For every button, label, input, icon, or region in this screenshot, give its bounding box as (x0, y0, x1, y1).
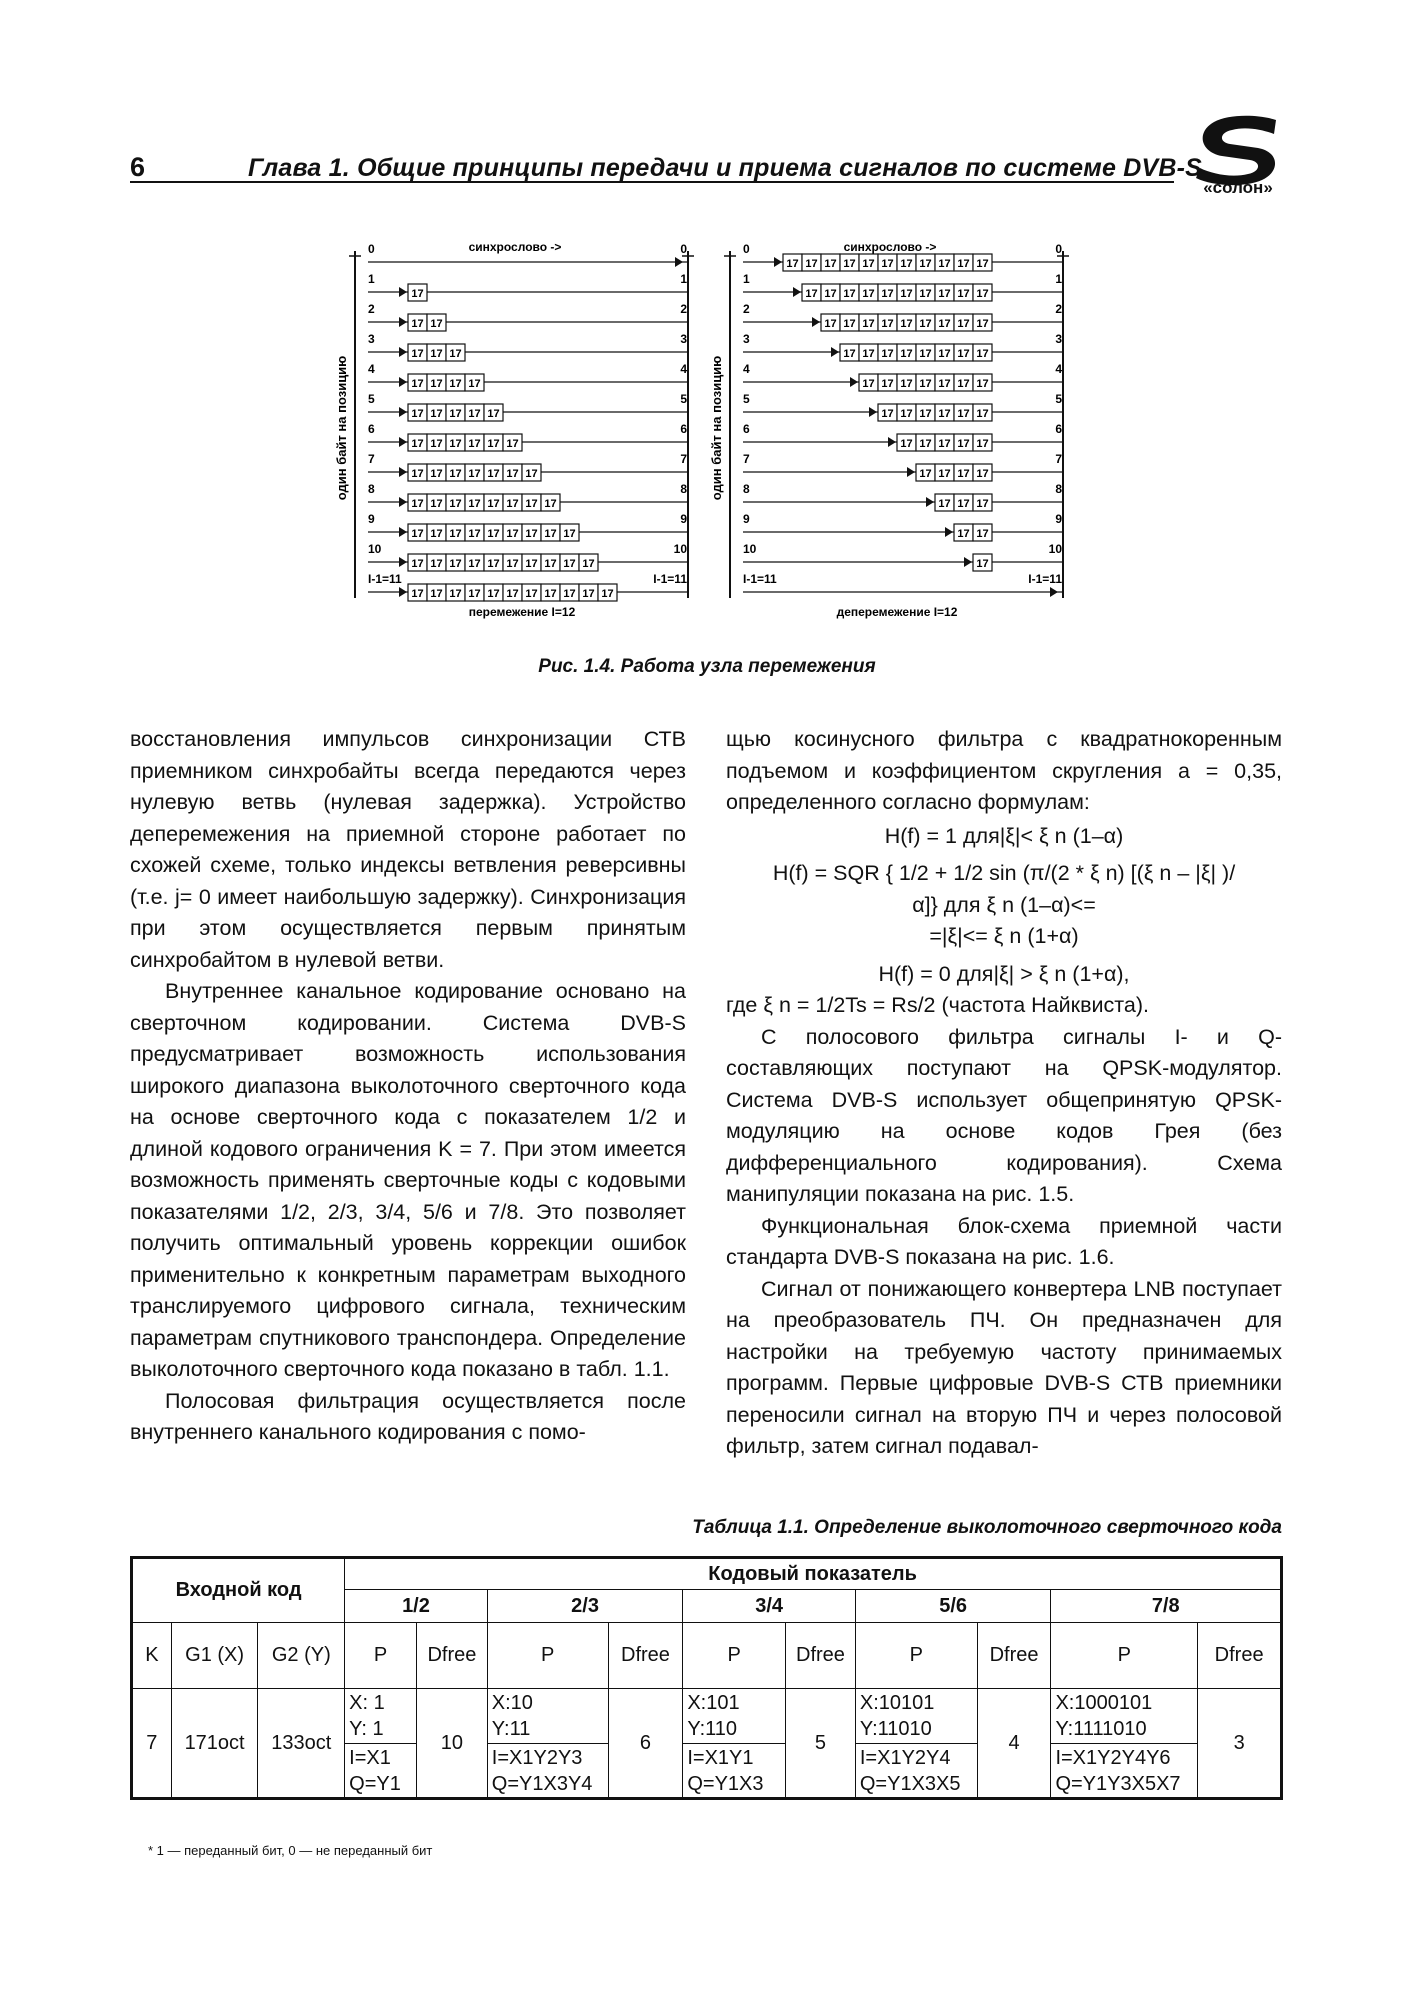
cell-value: 17 (449, 498, 462, 510)
cell-value: 17 (976, 348, 989, 360)
rate-header: 2/3 (487, 1590, 683, 1623)
dfree-value: 6 (608, 1689, 683, 1799)
branch-arrow (926, 497, 934, 507)
branch-label: 9 (680, 512, 687, 526)
cell-value: 17 (957, 438, 970, 450)
transmitted-sequence (683, 1744, 786, 1799)
cell-value: 17 (411, 498, 424, 510)
dfree-value: 5 (786, 1689, 856, 1799)
cell-value: 17 (411, 588, 424, 600)
cell-value: 17 (544, 558, 557, 570)
column-header: P (1051, 1623, 1198, 1689)
puncture-pattern (487, 1689, 608, 1744)
input-code-header: Входной код (132, 1558, 345, 1623)
cell-value: 17 (976, 408, 989, 420)
cell-value: 17 (843, 288, 856, 300)
cell-value: 17 (430, 558, 443, 570)
pattern-y: Y:1111010 (1055, 1718, 1147, 1740)
cell-value: 17 (976, 528, 989, 540)
column-header: P (855, 1623, 977, 1689)
branch-arrow (774, 257, 782, 267)
formula: α]} для ξ n (1–α)<= (912, 892, 1096, 917)
cell-value: 17 (957, 348, 970, 360)
seq-q: Q=Y1X3Y4 (491, 1772, 593, 1795)
cell-value: 17 (525, 468, 538, 480)
sync-label: синхрослово -> (843, 240, 937, 254)
paragraph: Полосовая фильтрация осуществляется после внутреннего канального кодирования с помо- (130, 1388, 686, 1444)
branch-label: 5 (368, 392, 375, 406)
cell-value: 17 (430, 528, 443, 540)
cell-value: 17 (487, 588, 500, 600)
cell-value: 17 (919, 258, 932, 270)
cell-value: 17 (411, 528, 424, 540)
branch-label: 6 (680, 422, 687, 436)
branch-arrow (675, 257, 683, 267)
branch-label: 2 (368, 302, 375, 316)
left-text-column (130, 724, 686, 1449)
cell-value: 17 (957, 258, 970, 270)
cell-value: 17 (976, 498, 989, 510)
cell-value: 17 (881, 318, 894, 330)
cell-value: 17 (900, 438, 913, 450)
cell-value: 17 (487, 498, 500, 510)
cell-value: 17 (824, 258, 837, 270)
branch-label: 7 (743, 452, 750, 466)
branch-arrow (888, 437, 896, 447)
deinterleaving-panel (709, 240, 1069, 619)
cell-value: 17 (957, 498, 970, 510)
branch-label: 7 (1055, 452, 1062, 466)
cell-value: 17 (468, 528, 481, 540)
seq-q: Q=Y1X3X5 (859, 1772, 961, 1795)
cell-value: 17 (411, 288, 424, 300)
pattern-x: X:10101 (859, 1692, 935, 1714)
pattern-y: Y:11 (491, 1718, 531, 1740)
cell-value: 17 (430, 498, 443, 510)
formula: =|ξ|<= ξ n (1+α) (929, 924, 1079, 948)
cell-value: 17 (430, 468, 443, 480)
pattern-y: Y:110 (687, 1718, 738, 1740)
cell-value: 17 (506, 558, 519, 570)
branch-label: 0 (680, 242, 687, 256)
pattern-x: X:10 (491, 1692, 533, 1714)
cell-value: 17 (563, 588, 576, 600)
cell-value: 17 (843, 318, 856, 330)
cell-value: 17 (468, 408, 481, 420)
cell-value: 17 (544, 588, 557, 600)
cell-value: 17 (900, 258, 913, 270)
cell-value: 17 (430, 588, 443, 600)
seq-q: Q=Y1 (349, 1772, 401, 1795)
cell-value: 17 (862, 258, 875, 270)
cell-value: 17 (881, 348, 894, 360)
cell-value: 17 (411, 438, 424, 450)
g2-value: 133oct (258, 1689, 345, 1799)
pattern-y: Y:11010 (859, 1718, 932, 1740)
cell-value: 17 (506, 438, 519, 450)
branch-label: 10 (368, 542, 382, 556)
paragraph: восстановления импульсов синхронизации СТВ приемником синхробайты всегда передаются через нулевую ветвь (нулевая задержка). Устройство деперемежения на приемной стороне работает по схожей схеме, только индексы ветвления реверсивны (т.е. j= 0 имеет наибольшую задержку). Синхронизация при этом осуществляется первым принятым синхробайтом в нулевой ветви. (130, 727, 686, 972)
cell-value: 17 (430, 438, 443, 450)
branch-label: 7 (680, 452, 687, 466)
cell-value: 17 (506, 588, 519, 600)
branch-label: 0 (1055, 242, 1062, 256)
branch-label: 4 (1055, 362, 1062, 376)
branch-label: 3 (680, 332, 687, 346)
cell-value: 17 (468, 558, 481, 570)
cell-value: 17 (411, 318, 424, 330)
cell-value: 17 (957, 528, 970, 540)
transmitted-sequence (345, 1744, 417, 1799)
seq-i: I=X1Y2Y3 (491, 1746, 583, 1769)
paragraph: щью косинусного фильтра с квадратнокоренным подъемом и коэффициентом скругления a = 0,35, определенного согласно формулам: (726, 727, 1282, 814)
branch-label: I-1=11 (1028, 572, 1062, 586)
branch-label: 9 (368, 512, 375, 526)
cell-value: 17 (900, 318, 913, 330)
branch-label: 1 (368, 272, 375, 286)
cell-value: 17 (468, 438, 481, 450)
cell-value: 17 (506, 498, 519, 510)
axis-label: один байт на позицию (709, 355, 724, 501)
cell-value: 17 (976, 318, 989, 330)
cell-value: 17 (862, 348, 875, 360)
cell-value: 17 (900, 288, 913, 300)
formula: H(f) = 1 для|ξ|< ξ n (1–α) (884, 823, 1124, 848)
rate-header: 1/2 (345, 1590, 488, 1623)
sync-label: синхрослово -> (468, 240, 562, 254)
cell-value: 17 (487, 528, 500, 540)
branch-label: 8 (680, 482, 687, 496)
branch-label: I-1=11 (368, 572, 402, 586)
cell-value: 17 (449, 528, 462, 540)
cell-value: 17 (862, 378, 875, 390)
code-rate-header: Кодовый показатель (345, 1558, 1282, 1590)
cell-value: 17 (957, 378, 970, 390)
cell-value: 17 (900, 408, 913, 420)
puncture-pattern (1051, 1689, 1198, 1744)
column-header: P (487, 1623, 608, 1689)
branch-label: 3 (1055, 332, 1062, 346)
cell-value: 17 (563, 528, 576, 540)
branch-label: 3 (743, 332, 750, 346)
cell-value: 17 (938, 288, 951, 300)
cell-value: 17 (938, 258, 951, 270)
cell-value: 17 (938, 438, 951, 450)
cell-value: 17 (976, 558, 989, 570)
cell-value: 17 (525, 498, 538, 510)
right-text-column (726, 724, 1282, 1463)
cell-value: 17 (449, 378, 462, 390)
cell-value: 17 (411, 408, 424, 420)
branch-label: 8 (743, 482, 750, 496)
branch-label: 6 (368, 422, 375, 436)
cell-value: 17 (411, 348, 424, 360)
column-header: Dfree (417, 1623, 488, 1689)
paragraph: Внутреннее канальное кодирование основано на сверточном кодировании. Система DVB-S предусматривает возможность использования широкого диапазона выколоточного сверточного кода на основе сверточного кода с показателем 1/2 и длиной кодового ограничения K = 7. При этом имеется возможность применять сверточные коды с кодовыми показателями 1/2, 2/3, 3/4, 5/6 и 7/8. Это позволяет получить оптимальный уровень коррекции ошибок применительно к конкретным параметрам выходного транслируемого цифрового сигнала, техническим параметрам спутникового транспондера. Определение выколоточного сверточного кода показано в табл. 1.1. (130, 979, 686, 1381)
branch-arrow (964, 557, 972, 567)
cell-value: 17 (506, 528, 519, 540)
page-header (130, 152, 1202, 192)
cell-value: 17 (862, 318, 875, 330)
branch-label: 5 (680, 392, 687, 406)
branch-label: 0 (743, 242, 750, 256)
branch-label: 4 (368, 362, 375, 376)
cell-value: 17 (487, 558, 500, 570)
cell-value: 17 (957, 408, 970, 420)
branch-label: 0 (368, 242, 375, 256)
branch-arrow (399, 557, 407, 567)
branch-label: 8 (368, 482, 375, 496)
column-header: G2 (Y) (258, 1623, 345, 1689)
cell-value: 17 (976, 438, 989, 450)
dfree-value: 4 (977, 1689, 1051, 1799)
column-header: P (683, 1623, 786, 1689)
code-rate-table (130, 1556, 1283, 1800)
cell-value: 17 (449, 558, 462, 570)
chapter-title: Глава 1. Общие принципы передачи и приема сигналов по системе DVB-S (248, 154, 1202, 182)
branch-label: 2 (743, 302, 750, 316)
cell-value: 17 (449, 408, 462, 420)
cell-value: 17 (919, 288, 932, 300)
branch-arrow (399, 467, 407, 477)
rate-header: 3/4 (683, 1590, 856, 1623)
seq-i: I=X1 (349, 1746, 391, 1769)
branch-label: 6 (743, 422, 750, 436)
branch-label: 4 (680, 362, 687, 376)
cell-value: 17 (938, 468, 951, 480)
cell-value: 17 (862, 288, 875, 300)
cell-value: 17 (919, 438, 932, 450)
cell-value: 17 (582, 588, 595, 600)
branch-arrow (869, 407, 877, 417)
branch-label: 1 (743, 272, 750, 286)
branch-arrow (907, 467, 915, 477)
cell-value: 17 (957, 318, 970, 330)
branch-arrow (399, 377, 407, 387)
cell-value: 17 (506, 468, 519, 480)
cell-value: 17 (957, 468, 970, 480)
cell-value: 17 (805, 258, 818, 270)
column-header: Dfree (786, 1623, 856, 1689)
cell-value: 17 (468, 498, 481, 510)
seq-q: Q=Y1Y3X5X7 (1055, 1772, 1181, 1795)
cell-value: 17 (430, 318, 443, 330)
seq-q: Q=Y1X3 (687, 1772, 764, 1795)
puncture-pattern (345, 1689, 417, 1744)
cell-value: 17 (919, 378, 932, 390)
cell-value: 17 (938, 498, 951, 510)
column-header: Dfree (1198, 1623, 1282, 1689)
cell-value: 17 (411, 558, 424, 570)
cell-value: 17 (468, 378, 481, 390)
formula: H(f) = 0 для|ξ| > ξ n (1+α), (878, 961, 1130, 986)
figure-caption: Рис. 1.4. Работа узла перемежения (538, 656, 876, 677)
column-header: P (345, 1623, 417, 1689)
cell-value: 17 (411, 378, 424, 390)
cell-value: 17 (411, 468, 424, 480)
cell-value: 17 (843, 258, 856, 270)
cell-value: 17 (544, 498, 557, 510)
branch-arrow (399, 347, 407, 357)
branch-label: 5 (743, 392, 750, 406)
branch-label: 9 (743, 512, 750, 526)
branch-label: 3 (368, 332, 375, 346)
page-number: 6 (130, 152, 146, 182)
cell-value: 17 (487, 438, 500, 450)
puncture-pattern (855, 1689, 977, 1744)
branch-label: 10 (743, 542, 757, 556)
header-rule (130, 181, 1174, 183)
seq-i: I=X1Y1 (687, 1746, 754, 1769)
column-header: Dfree (977, 1623, 1051, 1689)
cell-value: 17 (824, 288, 837, 300)
branch-label: 1 (680, 272, 687, 286)
cell-value: 17 (938, 378, 951, 390)
cell-value: 17 (449, 348, 462, 360)
cell-value: 17 (430, 348, 443, 360)
transmitted-sequence (1051, 1744, 1198, 1799)
pattern-x: X: 1 (349, 1692, 385, 1714)
cell-value: 17 (957, 288, 970, 300)
branch-label: 5 (1055, 392, 1062, 406)
dfree-value: 3 (1198, 1689, 1282, 1799)
cell-value: 17 (900, 378, 913, 390)
branch-label: 2 (680, 302, 687, 316)
branch-arrow (399, 287, 407, 297)
seq-i: I=X1Y2Y4 (859, 1746, 951, 1769)
cell-value: 17 (881, 378, 894, 390)
cell-value: 17 (468, 588, 481, 600)
branch-arrow (399, 407, 407, 417)
cell-value: 17 (881, 288, 894, 300)
panel-bottom-label: деперемежение I=12 (836, 605, 958, 619)
branch-label: 9 (1055, 512, 1062, 526)
dfree-value: 10 (417, 1689, 488, 1799)
puncture-pattern (683, 1689, 786, 1744)
cell-value: 17 (976, 258, 989, 270)
seq-i: I=X1Y2Y4Y6 (1055, 1746, 1171, 1769)
cell-value: 17 (487, 468, 500, 480)
cell-value: 17 (525, 558, 538, 570)
pattern-x: X:1000101 (1055, 1692, 1153, 1714)
cell-value: 17 (468, 468, 481, 480)
branch-arrow (399, 587, 407, 597)
paragraph: где ξ n = 1/2Ts = Rs/2 (частота Найквиста). (726, 993, 1149, 1017)
cell-value: 17 (430, 408, 443, 420)
branch-arrow (850, 377, 858, 387)
branch-label: 2 (1055, 302, 1062, 316)
cell-value: 17 (786, 258, 799, 270)
column-header: K (132, 1623, 172, 1689)
cell-value: 17 (938, 408, 951, 420)
rate-header: 7/8 (1051, 1590, 1282, 1623)
table-caption: Таблица 1.1. Определение выколоточного сверточного кода (692, 1517, 1282, 1538)
branch-arrow (812, 317, 820, 327)
cell-value: 17 (976, 378, 989, 390)
branch-label: 4 (743, 362, 750, 376)
k-value: 7 (132, 1689, 172, 1799)
cell-value: 17 (824, 318, 837, 330)
transmitted-sequence (855, 1744, 977, 1799)
cell-value: 17 (843, 348, 856, 360)
column-header: G1 (X) (171, 1623, 258, 1689)
cell-value: 17 (938, 348, 951, 360)
cell-value: 17 (449, 588, 462, 600)
formula: H(f) = SQR { 1/2 + 1/2 sin (π/(2 * ξ n) [(ξ n – |ξ| )/ (772, 861, 1236, 885)
cell-value: 17 (563, 558, 576, 570)
cell-value: 17 (601, 588, 614, 600)
branch-label: 8 (1055, 482, 1062, 496)
pattern-x: X:101 (687, 1692, 740, 1714)
cell-value: 17 (976, 288, 989, 300)
cell-value: 17 (900, 348, 913, 360)
branch-arrow (399, 527, 407, 537)
branch-arrow (399, 437, 407, 447)
cell-value: 17 (938, 318, 951, 330)
branch-arrow (399, 317, 407, 327)
cell-value: 17 (919, 318, 932, 330)
cell-value: 17 (976, 468, 989, 480)
cell-value: 17 (430, 378, 443, 390)
branch-label: 6 (1055, 422, 1062, 436)
cell-value: 17 (582, 558, 595, 570)
cell-value: 17 (487, 408, 500, 420)
branch-label: I-1=11 (653, 572, 687, 586)
cell-value: 17 (919, 468, 932, 480)
interleaver-figure (334, 238, 1070, 638)
cell-value: 17 (805, 288, 818, 300)
paragraph: С полосового фильтра сигналы I- и Q-составляющих поступают на QPSK-модулятор. Система DVB-S использует общепринятую QPSK-модуляцию на основе кодов Грея (без дифференциального кодирования). Схема манипуляции показана на рис. 1.5. (726, 1024, 1282, 1206)
cell-value: 17 (919, 348, 932, 360)
paragraph: Сигнал от понижающего конвертера LNB поступает на преобразователь ПЧ. Он предназначен для настройки на требуемую частоту принимаемых программ. Первые цифровые DVB-S СТВ приемники переносили сигнал на вторую ПЧ и через полосовой фильтр, затем сигнал подавал- (726, 1276, 1282, 1458)
cell-value: 17 (881, 408, 894, 420)
column-header: Dfree (608, 1623, 683, 1689)
publisher-logo-text: «солон» (1203, 178, 1273, 197)
panel-bottom-label: перемежение I=12 (468, 605, 576, 619)
pattern-y: Y: 1 (349, 1718, 384, 1740)
cell-value: 17 (449, 438, 462, 450)
branch-label: 7 (368, 452, 375, 466)
interleaving-panel (334, 240, 694, 619)
branch-label: I-1=11 (743, 572, 777, 586)
cell-value: 17 (525, 588, 538, 600)
branch-arrow (831, 347, 839, 357)
branch-arrow (1050, 587, 1058, 597)
branch-label: 10 (1048, 542, 1062, 556)
cell-value: 17 (449, 468, 462, 480)
branch-arrow (399, 497, 407, 507)
cell-value: 17 (544, 528, 557, 540)
axis-label: один байт на позицию (334, 355, 349, 501)
branch-arrow (945, 527, 953, 537)
g1-value: 171oct (171, 1689, 258, 1799)
table-footnote: * 1 — переданный бит, 0 — не переданный бит (148, 1843, 433, 1858)
cell-value: 17 (919, 408, 932, 420)
branch-label: 10 (673, 542, 687, 556)
cell-value: 17 (881, 258, 894, 270)
rate-header: 5/6 (855, 1590, 1051, 1623)
cell-value: 17 (525, 528, 538, 540)
branch-label: 1 (1055, 272, 1062, 286)
branch-arrow (793, 287, 801, 297)
paragraph: Функциональная блок-схема приемной части стандарта DVB-S показана на рис. 1.6. (726, 1213, 1282, 1269)
transmitted-sequence (487, 1744, 608, 1799)
